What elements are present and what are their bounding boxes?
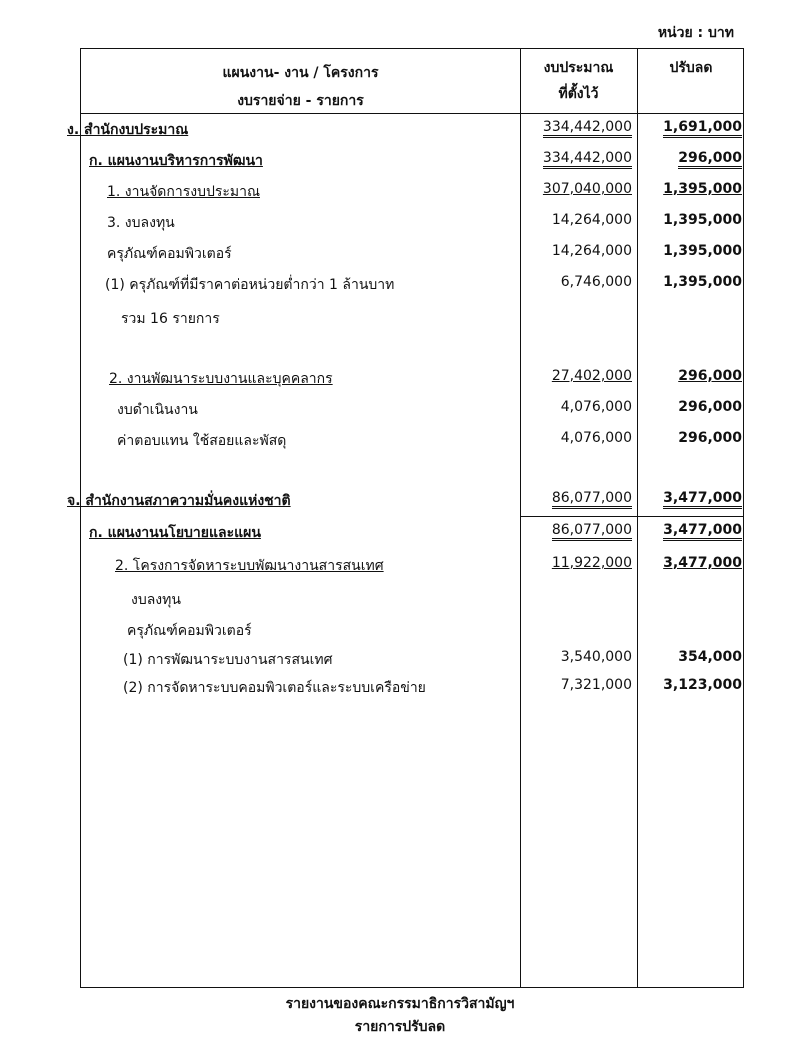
header-budget-line2: ที่ตั้งไว้ — [558, 86, 599, 102]
row-budget: 4,076,000 — [560, 399, 632, 415]
row-label: งบลงทุน — [131, 592, 181, 608]
row-reduction: 1,691,000 — [663, 119, 742, 138]
row-label: 3. งบลงทุน — [107, 215, 175, 231]
row-label: ครุภัณฑ์คอมพิวเตอร์ — [127, 623, 252, 639]
row-label: รวม 16 รายการ — [121, 311, 220, 327]
row-label: 1. งานจัดการงบประมาณ — [107, 184, 260, 200]
header-plan-line1: แผนงาน- งาน / โครงการ — [222, 65, 379, 81]
row-label: 2. โครงการจัดหาระบบพัฒนางานสารสนเทศ — [115, 558, 384, 574]
row-label: จ. สำนักงานสภาความมั่นคงแห่งชาติ — [67, 493, 291, 509]
table-row — [81, 620, 743, 640]
row-budget: 14,264,000 — [551, 212, 632, 228]
row-label: ครุภัณฑ์คอมพิวเตอร์ — [107, 246, 232, 262]
table-row — [81, 368, 743, 388]
header-plan-line2: งบรายจ่าย - รายการ — [237, 93, 364, 109]
row-budget: 334,442,000 — [543, 119, 632, 138]
row-label: ก. แผนงานบริหารการพัฒนา — [89, 153, 263, 169]
table-row — [81, 274, 743, 294]
table-row — [67, 490, 743, 510]
table-row — [67, 119, 743, 139]
table-row — [81, 308, 743, 328]
row-label: (1) การพัฒนาระบบงานสารสนเทศ — [123, 652, 333, 668]
row-label: (2) การจัดหาระบบคอมพิวเตอร์และระบบเครือข่าย — [123, 680, 426, 696]
row-budget: 334,442,000 — [543, 150, 632, 169]
row-reduction: 296,000 — [678, 150, 742, 169]
header-budget-line1: งบประมาณ — [543, 60, 614, 76]
row-label: ก. แผนงานนโยบายและแผน — [89, 525, 261, 541]
row-reduction: 354,000 — [678, 649, 742, 665]
row-label: (1) ครุภัณฑ์ที่มีราคาต่อหน่วยต่ำกว่า 1 ล้านบาท — [105, 277, 395, 293]
row-reduction: 296,000 — [678, 368, 742, 384]
row-budget: 86,077,000 — [552, 490, 632, 509]
table-row — [81, 212, 743, 232]
row-label: ค่าตอบแทน ใช้สอยและพัสดุ — [117, 433, 287, 449]
row-reduction: 3,123,000 — [663, 677, 742, 693]
row-reduction: 1,395,000 — [663, 212, 742, 228]
footer-subtitle: รายการปรับลด — [354, 1019, 446, 1035]
row-budget: 27,402,000 — [551, 368, 632, 384]
table-row — [81, 589, 743, 609]
row-budget: 86,077,000 — [552, 522, 632, 541]
row-budget: 3,540,000 — [560, 649, 632, 665]
table-row — [81, 649, 743, 669]
table-row — [81, 150, 743, 170]
row-budget: 11,922,000 — [551, 555, 632, 571]
row-reduction: 3,477,000 — [663, 522, 742, 541]
row-budget: 7,321,000 — [560, 677, 632, 693]
row-budget: 6,746,000 — [560, 274, 632, 290]
table-row — [81, 243, 743, 263]
row-budget: 4,076,000 — [560, 430, 632, 446]
table-row — [81, 555, 743, 575]
header-plan — [81, 59, 520, 115]
row-reduction: 296,000 — [678, 399, 742, 415]
header-reduction: ปรับลด — [669, 60, 713, 76]
table-row — [81, 181, 743, 201]
row-reduction: 296,000 — [678, 430, 742, 446]
table-row — [81, 677, 743, 697]
table-row — [81, 430, 743, 450]
row-reduction: 3,477,000 — [663, 555, 742, 571]
row-label: ง. สำนักงบประมาณ — [67, 122, 189, 138]
row-reduction: 3,477,000 — [663, 490, 742, 509]
budget-table — [67, 48, 744, 988]
row-reduction: 1,395,000 — [663, 181, 742, 197]
row-reduction: 1,395,000 — [663, 243, 742, 259]
row-budget: 307,040,000 — [542, 181, 632, 197]
row-reduction: 1,395,000 — [663, 274, 742, 290]
footer-title: รายงานของคณะกรรมาธิการวิสามัญฯ — [285, 996, 515, 1012]
table-row — [81, 522, 743, 542]
section-divider — [520, 516, 743, 517]
header-budget — [520, 55, 637, 107]
unit-label: หน่วย : บาท — [657, 25, 734, 41]
row-budget: 14,264,000 — [551, 243, 632, 259]
table-row — [81, 399, 743, 419]
row-label: งบดำเนินงาน — [117, 402, 198, 418]
row-label: 2. งานพัฒนาระบบงานและบุคคลากร — [109, 371, 333, 387]
